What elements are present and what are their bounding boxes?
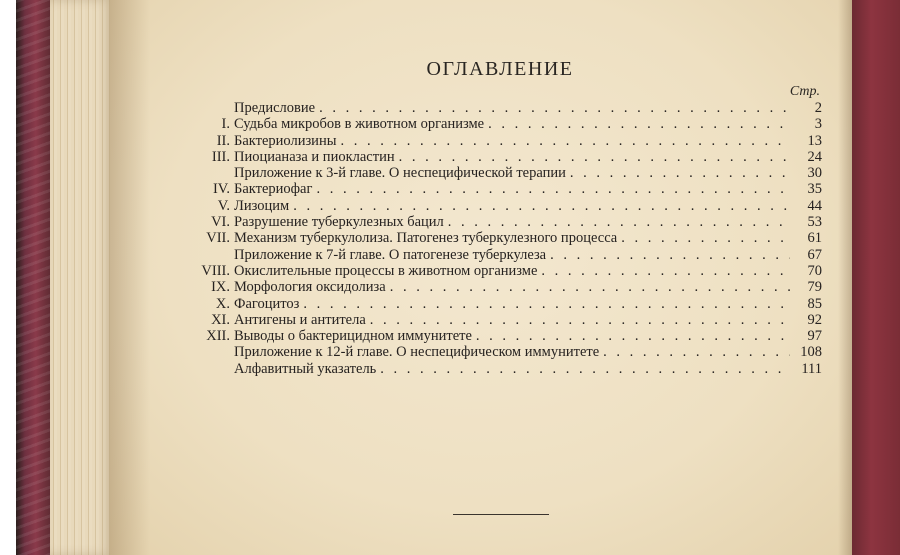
toc-entry [150, 230, 822, 246]
page-number: 111 [801, 360, 822, 377]
toc-entry [150, 214, 822, 230]
dot-leader [570, 165, 790, 181]
page-title: ОГЛАВЛЕНИЕ [426, 58, 574, 80]
table-of-contents [150, 100, 822, 377]
chapter-title: Алфавитный указатель [234, 360, 377, 377]
chapter-number: XII. [206, 328, 230, 345]
page-column-label: Стр. [789, 84, 820, 99]
chapter-number: II. [216, 132, 230, 149]
chapter-number: V. [217, 197, 230, 214]
chapter-number: VI. [211, 214, 230, 231]
chapter-title: Лизоцим [234, 197, 290, 214]
book-cover-right [852, 0, 900, 555]
dot-leader [399, 149, 790, 165]
chapter-title: Судьба микробов в животном организме [234, 116, 485, 133]
page-number: 3 [814, 116, 822, 133]
dot-leader [541, 263, 790, 279]
chapter-title: Разрушение туберкулезных бацил [234, 214, 444, 231]
toc-entry [150, 165, 822, 181]
dot-leader [621, 230, 790, 246]
dot-leader [303, 296, 790, 312]
page-number: 35 [807, 181, 822, 198]
toc-entry [150, 181, 822, 197]
chapter-number: IX. [211, 279, 230, 296]
chapter-number: IV. [212, 181, 230, 198]
chapter-title: Окислительные процессы в животном организме [234, 262, 538, 279]
dot-leader [340, 133, 790, 149]
chapter-title: Фагоцитоз [234, 295, 300, 312]
page-edges [50, 0, 112, 555]
dot-leader [370, 312, 790, 328]
page-number: 13 [807, 132, 822, 149]
toc-entry [150, 312, 822, 328]
page-number: 53 [807, 214, 822, 231]
page-number: 85 [807, 295, 822, 312]
page-number: 24 [807, 148, 822, 165]
page-number: 30 [807, 165, 822, 182]
chapter-number: I. [221, 116, 230, 133]
dot-leader [390, 279, 790, 295]
toc-entry [150, 149, 822, 165]
chapter-number: VIII. [201, 262, 230, 279]
page-number: 97 [807, 328, 822, 345]
chapter-title: Механизм туберкулолиза. Патогенез туберкулезного процесса [234, 230, 618, 247]
chapter-number: VII. [206, 230, 230, 247]
chapter-title: Приложение к 3-й главе. О неспецифической терапии [234, 165, 566, 182]
toc-entry [150, 296, 822, 312]
dot-leader [550, 247, 790, 263]
book-cover-left [16, 0, 52, 555]
toc-entry [150, 361, 822, 377]
page-number: 67 [807, 246, 822, 263]
toc-entry [150, 279, 822, 295]
chapter-title: Морфология оксидолиза [234, 279, 386, 296]
chapter-title: Приложение к 12-й главе. О неспецифическом иммунитете [234, 344, 600, 361]
chapter-number: XI. [211, 311, 230, 328]
toc-entry [150, 100, 822, 116]
page-number: 70 [807, 262, 822, 279]
chapter-title: Бактериолизины [234, 132, 337, 149]
page-number: 79 [807, 279, 822, 296]
page-number: 108 [800, 344, 822, 361]
dot-leader [319, 100, 790, 116]
chapter-title: Приложение к 7-й главе. О патогенезе туберкулеза [234, 246, 547, 263]
page-number: 2 [814, 100, 822, 116]
toc-entry [150, 328, 822, 344]
page-number: 92 [807, 311, 822, 328]
end-divider [453, 514, 549, 515]
dot-leader [603, 344, 790, 360]
chapter-number: III. [211, 148, 230, 165]
chapter-title: Бактериофаг [234, 181, 313, 198]
page-number: 44 [807, 197, 822, 214]
dot-leader [476, 328, 790, 344]
dot-leader [380, 361, 790, 377]
page-number: 61 [807, 230, 822, 247]
dot-leader [316, 181, 790, 197]
toc-entry [150, 133, 822, 149]
dot-leader [488, 116, 790, 132]
toc-entry [150, 116, 822, 132]
chapter-title: Пиоцианаза и пиокластин [234, 148, 395, 165]
dot-leader [448, 214, 790, 230]
toc-entry [150, 247, 822, 263]
toc-entry [150, 263, 822, 279]
toc-entry [150, 344, 822, 360]
toc-entry [150, 198, 822, 214]
chapter-number: X. [215, 295, 230, 312]
chapter-title: Выводы о бактерицидном иммунитете [234, 328, 472, 345]
chapter-title: Предисловие [234, 100, 316, 116]
dot-leader [293, 198, 790, 214]
chapter-title: Антигены и антитела [234, 311, 366, 328]
